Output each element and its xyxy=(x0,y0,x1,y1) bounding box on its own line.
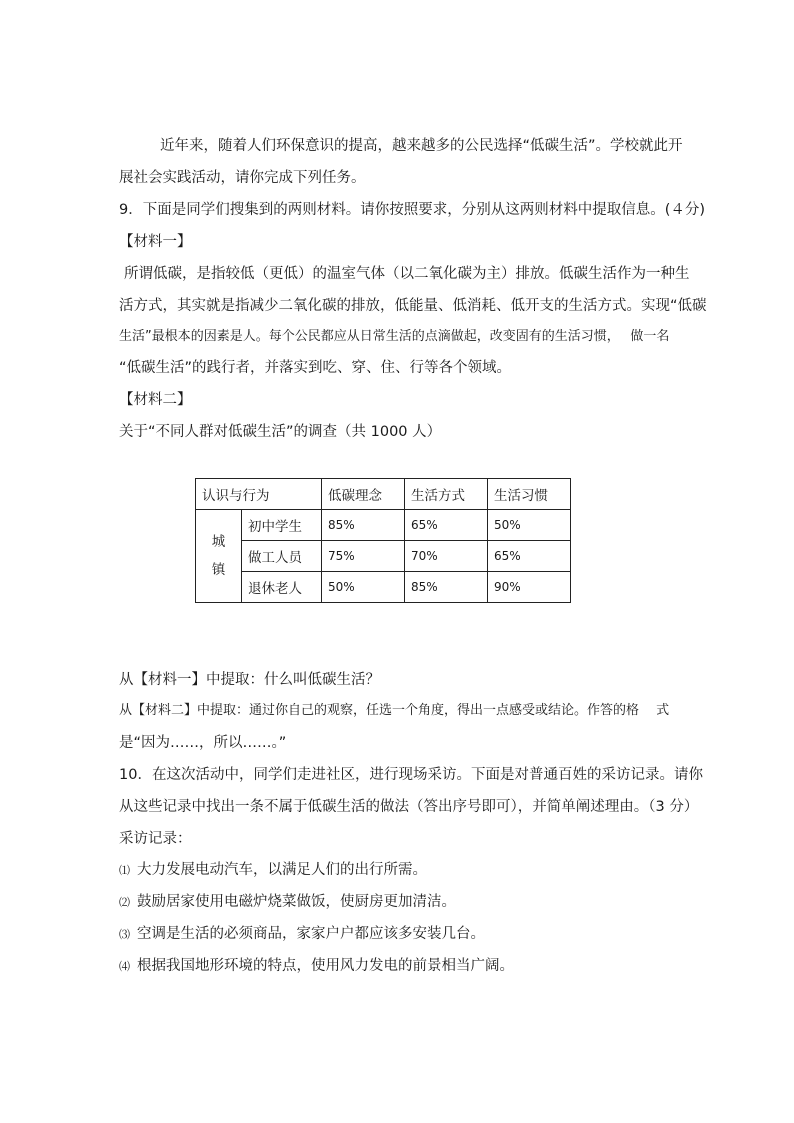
material-1-line: 活方式，其实就是指减少二氧化碳的排放，低能量、低消耗、低开支的生活方式。实现“低碳 xyxy=(119,298,707,314)
record-number: ⑴ xyxy=(119,864,130,877)
record-item xyxy=(119,924,485,945)
group-cell: 初中学生 xyxy=(242,510,322,541)
table-row xyxy=(196,572,571,603)
material-1-line: 所谓低碳，是指较低（更低）的温室气体（以二氧化碳为主）排放。低碳生活作为一种生 xyxy=(124,266,690,282)
material-2-title: 【材料二】 xyxy=(119,392,192,408)
intro-line-2: 展社会实践活动，请你完成下列任务。 xyxy=(119,170,366,186)
question-9-stem: 9．下面是同学们搜集到的两则材料。请你按照要求，分别从这两则材料中提取信息。(４分) xyxy=(119,202,706,218)
record-item xyxy=(119,860,427,881)
record-text: 大力发展电动汽车，以满足人们的出行所需。 xyxy=(137,862,427,878)
value-cell: 50% xyxy=(322,572,405,603)
material-1-line: “低碳生活”的践行者，并落实到吃、穿、住、行等各个领域。 xyxy=(119,360,512,376)
question-10-stem: 10．在这次活动中，同学们走进社区，进行现场采访。下面是对普通百姓的采访记录。请你 xyxy=(119,767,703,783)
table-header-cell: 生活方式 xyxy=(405,479,488,510)
region-label: 城 镇 xyxy=(211,534,226,578)
record-number: ⑶ xyxy=(119,928,130,941)
value-cell: 85% xyxy=(405,572,488,603)
record-item xyxy=(119,956,514,977)
table-row xyxy=(196,510,571,541)
survey-caption: 关于“不同人群对低碳生活”的调查（共 1000 人） xyxy=(119,424,442,440)
task-2: 从【材料二】中提取：通过你自己的观察，任选一个角度，得出一点感受或结论。作答的格 式 xyxy=(119,703,670,718)
question-10-stem: 从这些记录中找出一条不属于低碳生活的做法（答出序号即可），并简单阐述理由。（3 分） xyxy=(119,799,699,815)
record-text: 空调是生活的必须商品，家家户户都应该多安装几台。 xyxy=(137,926,485,942)
record-text: 鼓励居家使用电磁炉烧菜做饭，使厨房更加清洁。 xyxy=(137,894,456,910)
value-cell: 90% xyxy=(488,572,571,603)
value-cell: 85% xyxy=(322,510,405,541)
record-text: 根据我国地形环境的特点，使用风力发电的前景相当广阔。 xyxy=(137,958,514,974)
records-title: 采访记录： xyxy=(119,831,192,847)
record-number: ⑵ xyxy=(119,896,130,909)
value-cell: 50% xyxy=(488,510,571,541)
table-row xyxy=(196,541,571,572)
record-item xyxy=(119,892,456,913)
table-header-cell: 低碳理念 xyxy=(322,479,405,510)
group-cell: 退休老人 xyxy=(242,572,322,603)
table-header-row xyxy=(196,479,571,510)
material-1-title: 【材料一】 xyxy=(119,234,192,250)
material-1-line: 生活”最根本的因素是人。每个公民都应从日常生活的点滴做起，改变固有的生活习惯， 做一名 xyxy=(119,329,670,344)
region-cell xyxy=(196,510,242,603)
task-1: 从【材料一】中提取：什么叫低碳生活？ xyxy=(119,672,380,688)
task-2-continued: 是“因为……，所以……。” xyxy=(119,735,287,751)
value-cell: 65% xyxy=(488,541,571,572)
value-cell: 70% xyxy=(405,541,488,572)
table-header-cell: 认识与行为 xyxy=(196,479,322,510)
group-cell: 做工人员 xyxy=(242,541,322,572)
value-cell: 75% xyxy=(322,541,405,572)
table-header-cell: 生活习惯 xyxy=(488,479,571,510)
value-cell: 65% xyxy=(405,510,488,541)
intro-line-1: 近年来，随着人们环保意识的提高，越来越多的公民选择“低碳生活”。学校就此开 xyxy=(160,138,683,154)
survey-table xyxy=(195,478,571,603)
record-number: ⑷ xyxy=(119,960,130,973)
